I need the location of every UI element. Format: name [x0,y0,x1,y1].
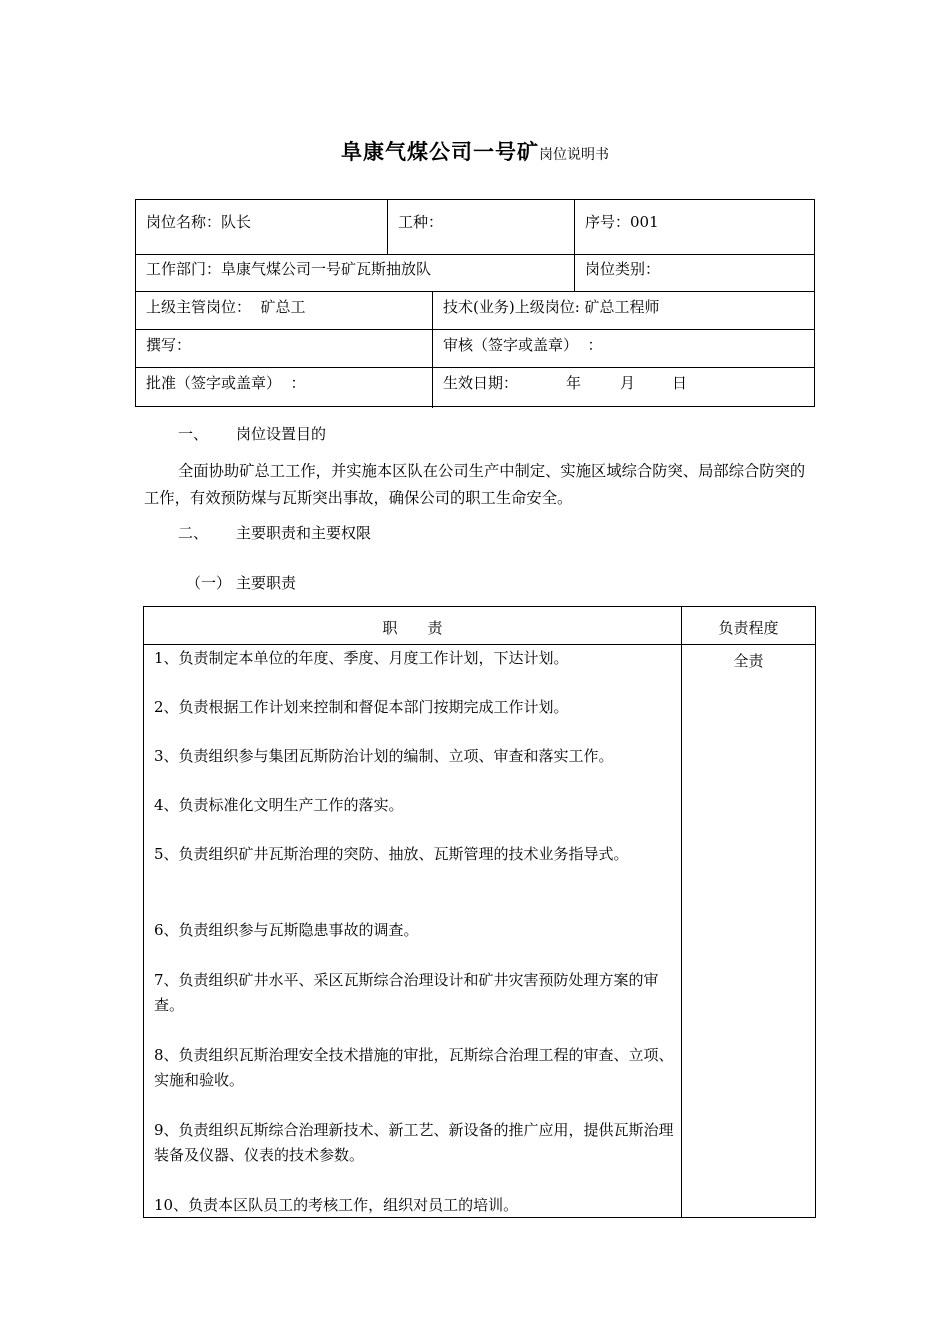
review-field: 审核（签字或盖章） ： [443,336,603,354]
department: 工作部门：阜康气煤公司一号矿瓦斯抽放队 [146,260,432,278]
effective-year: 年 [566,374,582,392]
author-field: 撰写： [146,336,192,354]
duty-item: 4、负责标准化文明生产工作的落实。 [154,796,404,814]
position-category: 岗位类别： [585,260,661,278]
col-divider [432,291,433,408]
row-divider [136,329,814,330]
duty-item: 2、负责根据工作计划来控制和督促本部门按期完成工作计划。 [154,698,569,716]
degree-value: 全责 [733,652,764,670]
subsection-title: 主要职责 [236,574,297,592]
document-title [0,136,950,166]
section1-number: 一、 [178,425,209,443]
duties-table [143,606,816,1218]
duty-item: 6、负责组织参与瓦斯隐患事故的调查。 [154,921,419,939]
effective-month: 月 [620,374,636,392]
title-main: 阜康气煤公司一号矿 [341,140,539,164]
approve-field: 批准（签字或盖章） ： [146,374,306,392]
duty-item: 7、负责组织矿井水平、采区瓦斯综合治理设计和矿井灾害预防处理方案的审查。 [154,971,659,1014]
row-divider [136,254,814,255]
job-type: 工种： [398,213,444,231]
effective-date-label: 生效日期： [443,374,519,392]
row-divider [136,291,814,292]
superior-position: 上级主管岗位： 矿总工 [146,298,306,316]
section2-number: 二、 [178,524,209,542]
col-divider [387,200,388,254]
duty-item: 3、负责组织参与集团瓦斯防治计划的编制、立项、审查和落实工作。 [154,747,614,765]
serial-number: 序号：001 [585,213,659,231]
col-divider [681,607,682,1217]
tech-superior-position: 技术(业务)上级岗位: 矿总工程师 [443,298,660,316]
section2-title: 主要职责和主要权限 [236,524,372,542]
position-name: 岗位名称：队长 [146,213,252,231]
duty-item: 10、负责本区队员工的考核工作，组织对员工的培训。 [154,1196,519,1214]
header-duty: 职责 [382,619,473,637]
subsection-number: （一） [186,574,232,592]
section1-body: 全面协助矿总工工作，并实施本区队在公司生产中制定、实施区域综合防突、局部综合防突的工作，有效预防煤与瓦斯突出事故，确保公司的职工生命安全。 [144,462,806,507]
section1-title: 岗位设置目的 [236,425,327,443]
duty-item: 5、负责组织矿井瓦斯治理的突防、抽放、瓦斯管理的技术业务指导式。 [154,845,629,863]
header-degree: 负责程度 [718,619,779,637]
duty-item: 1、负责制定本单位的年度、季度、月度工作计划，下达计划。 [154,649,569,667]
title-sub: 岗位说明书 [539,147,609,163]
duty-item: 9、负责组织瓦斯综合治理新技术、新工艺、新设备的推广应用，提供瓦斯治理装备及仪器、仪表的技术参数。 [154,1121,674,1164]
col-divider [574,200,575,291]
duty-item: 8、负责组织瓦斯治理安全技术措施的审批，瓦斯综合治理工程的审查、立项、实施和验收。 [154,1046,674,1089]
row-divider [136,367,814,368]
effective-day: 日 [672,374,688,392]
position-info-table [135,199,815,407]
